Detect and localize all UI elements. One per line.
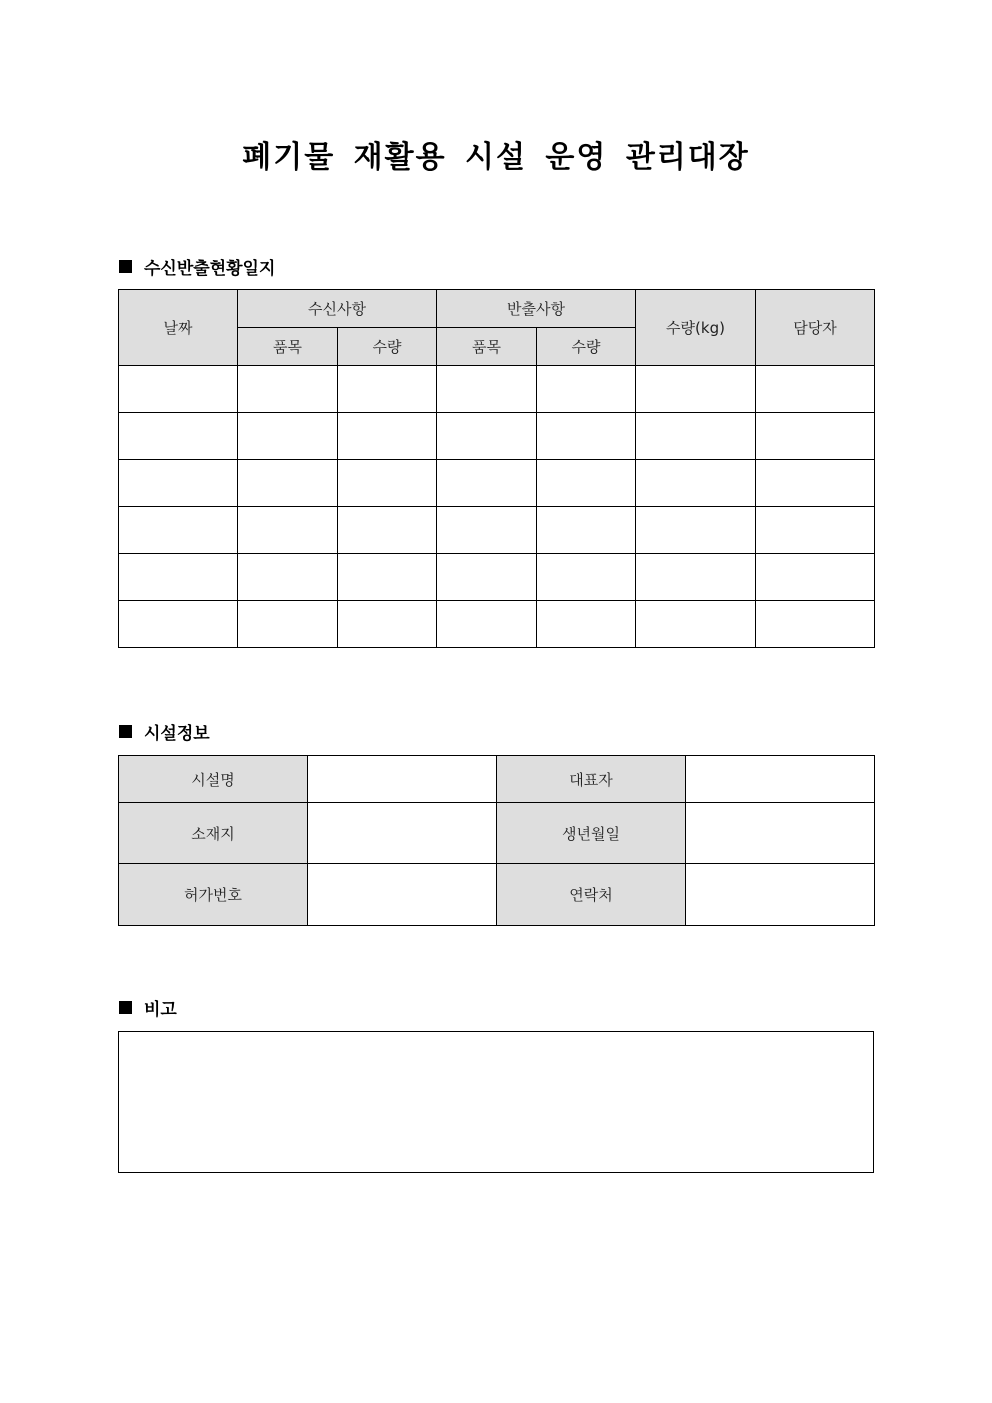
header-receive-qty: 수량 bbox=[338, 328, 437, 366]
cell-quantity-kg[interactable] bbox=[636, 554, 756, 601]
label-facility-name: 시설명 bbox=[119, 756, 308, 803]
cell-ship-item[interactable] bbox=[437, 601, 537, 648]
table-row bbox=[119, 554, 875, 601]
square-bullet-icon bbox=[119, 1001, 132, 1014]
facility-row bbox=[119, 756, 875, 803]
cell-receive-qty[interactable] bbox=[338, 366, 437, 413]
cell-ship-qty[interactable] bbox=[537, 413, 636, 460]
header-ship-qty: 수량 bbox=[537, 328, 636, 366]
table-row bbox=[119, 601, 875, 648]
cell-ship-item[interactable] bbox=[437, 460, 537, 507]
table-row bbox=[119, 507, 875, 554]
header-receive-item: 품목 bbox=[238, 328, 338, 366]
ledger-header-row-1 bbox=[119, 290, 875, 328]
cell-manager[interactable] bbox=[756, 366, 875, 413]
cell-date[interactable] bbox=[119, 601, 238, 648]
cell-quantity-kg[interactable] bbox=[636, 601, 756, 648]
cell-receive-qty[interactable] bbox=[338, 507, 437, 554]
field-representative[interactable] bbox=[686, 756, 875, 803]
page-title: 폐기물 재활용 시설 운영 관리대장 bbox=[242, 140, 750, 175]
header-date: 날짜 bbox=[119, 290, 238, 366]
cell-ship-qty[interactable] bbox=[537, 554, 636, 601]
header-ship-group: 반출사항 bbox=[437, 290, 636, 328]
field-location[interactable] bbox=[308, 803, 497, 864]
cell-manager[interactable] bbox=[756, 413, 875, 460]
facility-row bbox=[119, 803, 875, 864]
cell-receive-item[interactable] bbox=[238, 554, 338, 601]
section-heading-facility bbox=[119, 719, 210, 744]
section-heading-remarks-label: 비고 bbox=[144, 1000, 177, 1020]
section-heading-ledger-label: 수신반출현황일지 bbox=[144, 259, 276, 279]
label-representative: 대표자 bbox=[497, 756, 686, 803]
cell-receive-item[interactable] bbox=[238, 413, 338, 460]
cell-ship-item[interactable] bbox=[437, 554, 537, 601]
header-ship-item: 품목 bbox=[437, 328, 537, 366]
facility-info-table bbox=[118, 755, 875, 926]
cell-ship-item[interactable] bbox=[437, 507, 537, 554]
section-heading-ledger bbox=[119, 254, 275, 279]
cell-receive-qty[interactable] bbox=[338, 460, 437, 507]
cell-receive-qty[interactable] bbox=[338, 554, 437, 601]
cell-date[interactable] bbox=[119, 413, 238, 460]
ledger-table bbox=[118, 289, 875, 648]
cell-ship-qty[interactable] bbox=[537, 507, 636, 554]
section-heading-remarks bbox=[119, 995, 177, 1020]
cell-ship-qty[interactable] bbox=[537, 601, 636, 648]
cell-manager[interactable] bbox=[756, 554, 875, 601]
field-permit-number[interactable] bbox=[308, 864, 497, 926]
cell-manager[interactable] bbox=[756, 507, 875, 554]
table-row bbox=[119, 413, 875, 460]
cell-ship-item[interactable] bbox=[437, 413, 537, 460]
cell-receive-qty[interactable] bbox=[338, 601, 437, 648]
cell-quantity-kg[interactable] bbox=[636, 413, 756, 460]
field-contact[interactable] bbox=[686, 864, 875, 926]
field-birth-date[interactable] bbox=[686, 803, 875, 864]
remarks-box[interactable] bbox=[118, 1031, 874, 1173]
cell-receive-item[interactable] bbox=[238, 507, 338, 554]
cell-date[interactable] bbox=[119, 460, 238, 507]
label-contact: 연락처 bbox=[497, 864, 686, 926]
cell-manager[interactable] bbox=[756, 460, 875, 507]
cell-receive-qty[interactable] bbox=[338, 413, 437, 460]
table-row bbox=[119, 366, 875, 413]
facility-row bbox=[119, 864, 875, 926]
label-location: 소재지 bbox=[119, 803, 308, 864]
cell-date[interactable] bbox=[119, 507, 238, 554]
square-bullet-icon bbox=[119, 725, 132, 738]
cell-receive-item[interactable] bbox=[238, 366, 338, 413]
cell-receive-item[interactable] bbox=[238, 460, 338, 507]
cell-ship-qty[interactable] bbox=[537, 366, 636, 413]
section-heading-facility-label: 시설정보 bbox=[144, 724, 210, 744]
header-manager: 담당자 bbox=[756, 290, 875, 366]
cell-date[interactable] bbox=[119, 554, 238, 601]
label-permit-number: 허가번호 bbox=[119, 864, 308, 926]
header-quantity-kg: 수량(kg) bbox=[636, 290, 756, 366]
field-facility-name[interactable] bbox=[308, 756, 497, 803]
square-bullet-icon bbox=[119, 260, 132, 273]
label-birth-date: 생년월일 bbox=[497, 803, 686, 864]
cell-quantity-kg[interactable] bbox=[636, 366, 756, 413]
cell-receive-item[interactable] bbox=[238, 601, 338, 648]
table-row bbox=[119, 460, 875, 507]
cell-ship-qty[interactable] bbox=[537, 460, 636, 507]
cell-manager[interactable] bbox=[756, 601, 875, 648]
header-receive-group: 수신사항 bbox=[238, 290, 437, 328]
cell-quantity-kg[interactable] bbox=[636, 460, 756, 507]
cell-date[interactable] bbox=[119, 366, 238, 413]
cell-ship-item[interactable] bbox=[437, 366, 537, 413]
cell-quantity-kg[interactable] bbox=[636, 507, 756, 554]
